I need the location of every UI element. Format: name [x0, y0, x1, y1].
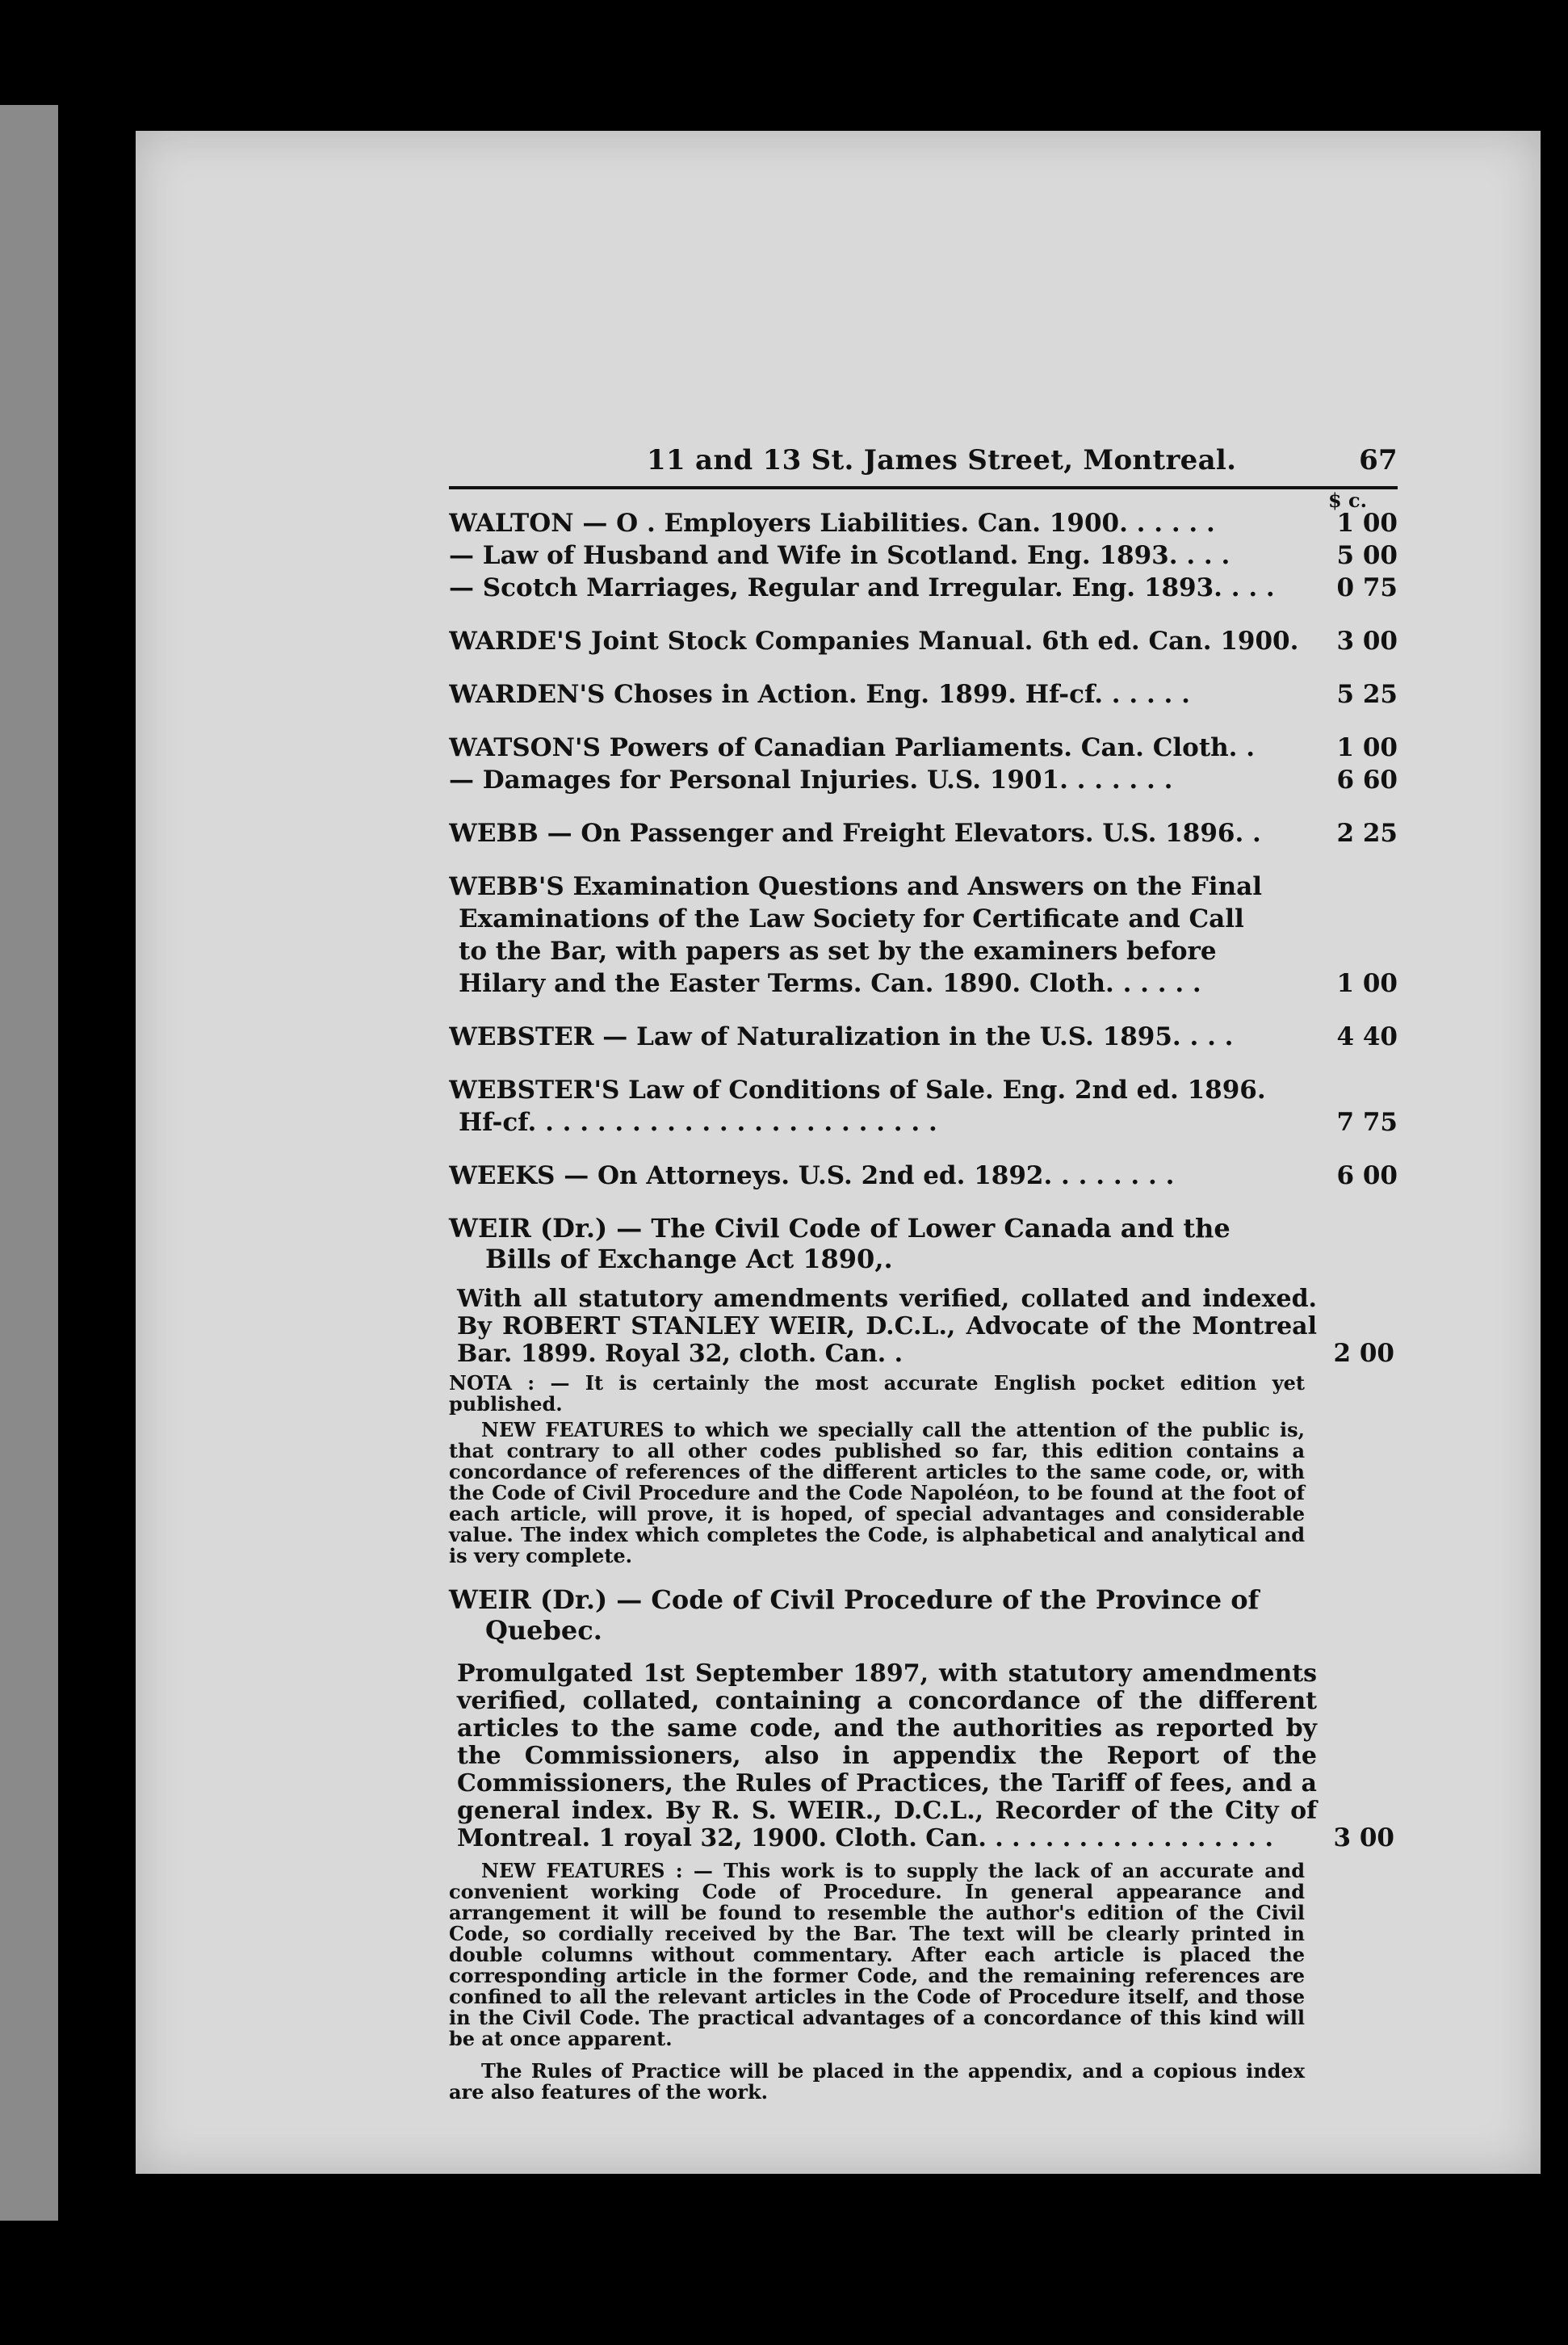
- entry-price: 0 75: [1336, 573, 1398, 602]
- entry-text: — Scotch Marriages, Regular and Irregular. Eng. 1893. . . .: [449, 573, 1275, 602]
- rules-note: The Rules of Practice will be placed in the appendix, and a copious index are also features of the work.: [449, 2059, 1305, 2104]
- entry-price: 6 00: [1336, 1161, 1398, 1190]
- list-item: [449, 625, 1398, 657]
- entry-text: WEEKS — On Attorneys. U.S. 2nd ed. 1892. . . . . . . .: [449, 1161, 1175, 1190]
- page-number: 67: [1359, 444, 1398, 476]
- list-item: [449, 817, 1398, 849]
- webbs-entry: [449, 870, 1398, 1000]
- entry-text: — Damages for Personal Injuries. U.S. 1901. . . . . . .: [449, 766, 1173, 795]
- list-item: [449, 572, 1398, 604]
- entry-text: Examinations of the Law Society for Certificate and Call: [459, 904, 1244, 933]
- webster-conditions-entry: [449, 1074, 1398, 1139]
- running-header: [449, 444, 1398, 476]
- list-item: [449, 732, 1398, 764]
- entry-text: — Law of Husband and Wife in Scotland. Eng. 1893. . . .: [449, 541, 1231, 570]
- page-content: [449, 444, 1398, 2103]
- list-item: [449, 1021, 1398, 1053]
- new-features-note: NEW FEATURES : — This work is to supply the lack of an accurate and convenient working Code of Procedure. In general appearance and arrangement it will be found to resemble the author's edition of the Civil Code, so cordially received by the Bar. The text will be clearly printed in double columns without commentary. After each article is placed the corresponding article in the former Code, and the remaining references are confined to all the relevant articles in the Code of Procedure itself, and those in the Civil Code. The practical advantages of a concordance of this kind will be at once apparent.: [449, 1859, 1305, 2050]
- entry-text: WEBSTER — Law of Naturalization in the U.S. 1895. . . .: [449, 1022, 1234, 1051]
- weir-civil-procedure-entry: [449, 1584, 1398, 2103]
- entry-title: WEIR (Dr.) — The Civil Code of Lower Canada and the Bills of Exchange Act 1890,.: [449, 1213, 1231, 1274]
- entry-price: 5 00: [1336, 541, 1398, 570]
- entry-text: Hilary and the Easter Terms. Can. 1890. Cloth. . . . . .: [459, 969, 1201, 998]
- entry-text: WEBB — On Passenger and Freight Elevators. U.S. 1896. .: [449, 819, 1261, 848]
- entry-text: Hf-cf. . . . . . . . . . . . . . . . . . . . . . . .: [459, 1108, 937, 1137]
- entry-price: 3 00: [1336, 627, 1398, 656]
- entry-text: WARDE'S Joint Stock Companies Manual. 6th ed. Can. 1900.: [449, 627, 1299, 656]
- entry-price: 5 25: [1336, 680, 1398, 709]
- entry-price: 2 00: [1333, 1339, 1394, 1368]
- header-rule: [449, 486, 1398, 489]
- entry-price: 3 00: [1333, 1823, 1394, 1852]
- entry-text: WALTON — O . Employers Liabilities. Can. 1900. . . . . .: [449, 509, 1215, 538]
- entry-price: 6 60: [1336, 766, 1398, 795]
- entry-title: WEIR (Dr.) — Code of Civil Procedure of the Province of Quebec.: [449, 1584, 1260, 1646]
- entry-price: 2 25: [1336, 819, 1398, 848]
- nota-note: NOTA : — It is certainly the most accurate English pocket edition yet published.: [449, 1371, 1305, 1416]
- header-title: 11 and 13 St. James Street, Montreal.: [647, 444, 1237, 476]
- entry-price: 1 00: [1336, 969, 1398, 998]
- entry-text: WARDEN'S Choses in Action. Eng. 1899. Hf-cf. . . . . .: [449, 680, 1190, 709]
- entry-price: 7 75: [1336, 1108, 1398, 1137]
- adjacent-page-edge: [0, 105, 58, 2221]
- list-item: [449, 678, 1398, 711]
- list-item: [449, 1160, 1398, 1192]
- new-features-note: NEW FEATURES to which we specially call the attention of the public is, that contrary to all other codes published so far, this edition contains a concordance of references of the different articles to the same code, or, with the Code of Civil Procedure and the Code Napoléon, to be found at the foot of each article, will prove, it is hoped, of special advantages and considerable value. The index which completes the Code, is alphabetical and analytical and is very complete.: [449, 1418, 1305, 1567]
- entry-text: WEBSTER'S Law of Conditions of Sale. Eng. 2nd ed. 1896.: [449, 1076, 1266, 1105]
- entry-text: WATSON'S Powers of Canadian Parliaments. Can. Cloth. .: [449, 733, 1256, 762]
- entry-text: to the Bar, with papers as set by the examiners before: [459, 937, 1217, 966]
- entry-description: Promulgated 1st September 1897, with statutory amendments verified, collated, containing a concordance of the different articles to the same code, and the authorities as reported by the Commissioners, also in appendix the Report of the Commissioners, the Rules of Practices, the Tariff of fees, and a general index. By R. S. WEIR., D.C.L., Recorder of the City of Montreal. 1 royal 32, 1900. Cloth. Can. . . . . . . . . . . . . . . . . .: [457, 1659, 1317, 1852]
- list-item: [449, 507, 1398, 539]
- entry-text: WEBB'S Examination Questions and Answers on the Final: [449, 872, 1262, 901]
- book-page: [136, 131, 1541, 2174]
- list-item: [449, 539, 1398, 572]
- list-item: [449, 764, 1398, 796]
- weir-civil-code-entry: [449, 1213, 1398, 1567]
- entry-price: 1 00: [1336, 509, 1398, 538]
- entry-description: With all statutory amendments verified, collated and indexed. By ROBERT STANLEY WEIR, D.C.L., Advocate of the Montreal Bar. 1899. Royal 32, cloth. Can. .: [457, 1285, 1317, 1368]
- entry-list: [449, 507, 1398, 2103]
- entry-price: 1 00: [1336, 733, 1398, 762]
- price-column-heading: $ c.: [1327, 489, 1367, 512]
- entry-price: 4 40: [1336, 1022, 1398, 1051]
